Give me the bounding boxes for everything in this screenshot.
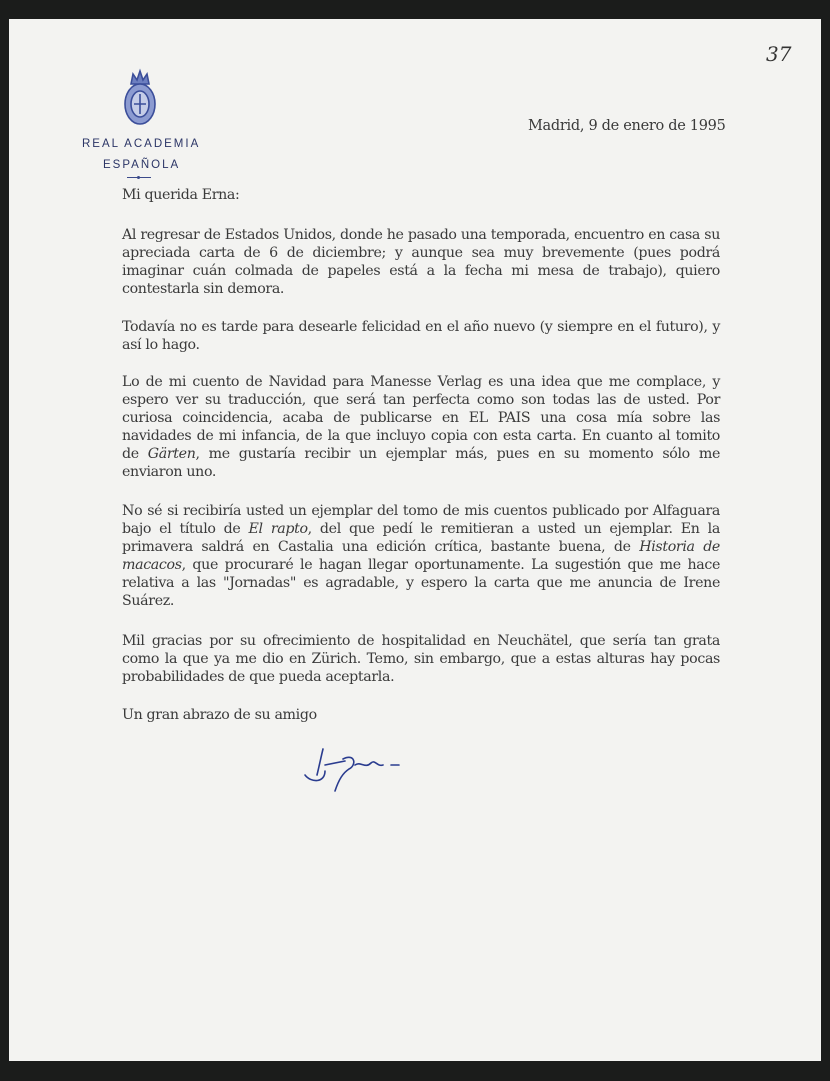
closing: Un gran abrazo de su amigo [122,707,317,723]
paragraph-1: Al regresar de Estados Unidos, donde he pasado una temporada, encuentro en casa su apreciada carta de 6 de diciembre; y aunque sea muy brevemente (pues podrá imaginar cuán colmada de papeles está a la fecha mi mesa de trabajo), quiero contestarla sin demora. [122,227,720,297]
paragraph-5: Mil gracias por su ofrecimiento de hospitalidad en Neuchätel, que sería tan grata como la que ya me dio en Zürich. Temo, sin embargo, que a estas alturas hay pocas probabilidades de que pueda aceptarla. [122,633,720,685]
letterhead-line1: REAL ACADEMIA [82,138,201,150]
book-title-historia-de-macacos: Historia de macacos [122,539,720,573]
greeting: Mi querida Erna: [122,187,240,203]
paragraph-4 [122,502,720,610]
paragraph-4-text-b: , del que pedí le remitieran a usted un ejemplar. En la primavera saldrá en Castalia una edición crítica, bastante buena, de [122,521,720,555]
book-title-garten: Gärten [147,446,196,462]
page-number: 37 [766,42,792,66]
letterhead-divider [127,177,151,178]
paragraph-4-text-a: No sé si recibiría usted un ejemplar del tomo de mis cuentos publicado por Alfaguara bajo el título de [122,503,720,537]
paragraph-3-text-b: , me gustaría recibir un ejemplar más, pues en su momento sólo me enviaron uno. [122,446,720,480]
paragraph-2: Todavía no es tarde para desearle felicidad en el año nuevo (y siempre en el futuro), y así lo hago. [122,319,720,353]
book-title-el-rapto: El rapto [248,521,308,537]
handwritten-signature [295,745,435,795]
letterhead-line2: ESPAÑOLA [103,159,181,171]
paragraph-3-text-a: Lo de mi cuento de Navidad para Manesse Verlag es una idea que me complace, y espero ver su traducción, que será tan perfecta como son todas las de usted. Por curiosa coincidencia, acaba de publicarse en EL PAIS una cosa mía sobre las navidades de mi infancia, de la que incluyo copia con esta carta. En cuanto al tomito de [122,374,720,462]
paragraph-3 [122,373,720,481]
paragraph-4-text-c: , que procuraré le hagan llegar oportunamente. La sugestión que me hace relativa a las "Jornadas" es agradable, y espero la carta que me anuncia de Irene Suárez. [122,557,720,609]
letter-date: Madrid, 9 de enero de 1995 [528,118,726,134]
royal-crest-icon [119,68,161,130]
